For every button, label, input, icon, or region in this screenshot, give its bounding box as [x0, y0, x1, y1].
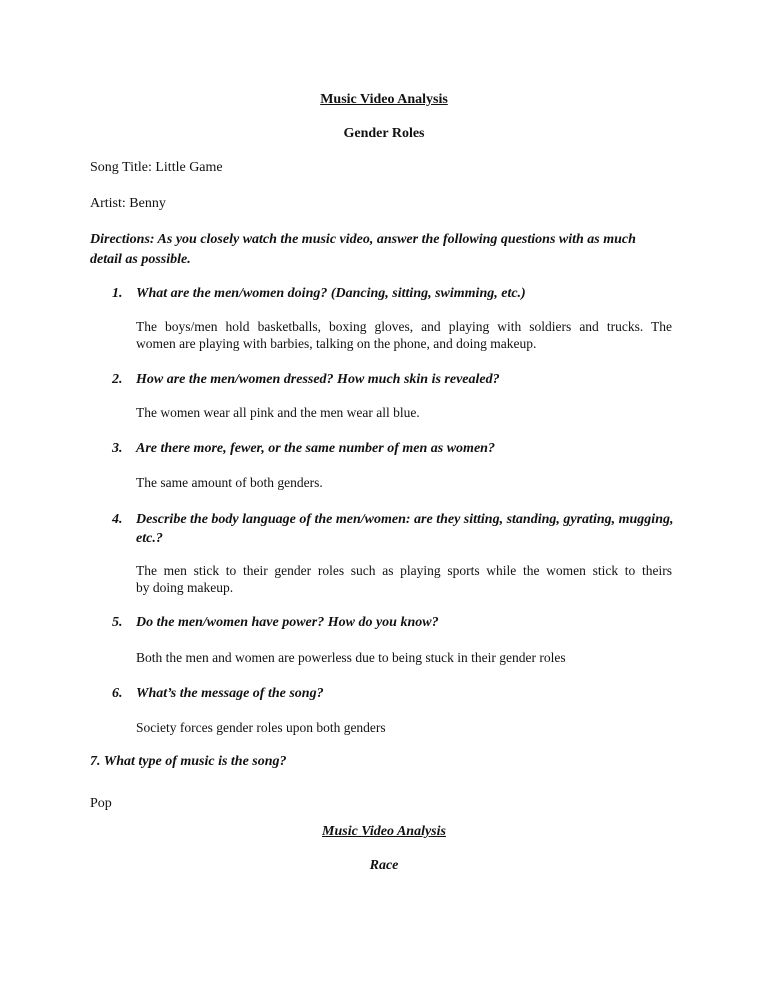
answer-line: Both the men and women are powerless due to being stuck in their gender roles [136, 650, 566, 665]
answer-line: by doing makeup. [136, 580, 234, 595]
question-number: 1. [112, 286, 123, 301]
section-subtitle: Race [369, 858, 399, 873]
answer-4 [136, 562, 676, 596]
question-number: 5. [112, 615, 123, 630]
section-title: Music Video Analysis [322, 824, 446, 839]
question-3 [112, 439, 676, 458]
question-text: Describe the body language of the men/women: are they sitting, standing, gyrating, mugging, etc.? [136, 512, 674, 546]
artist-line: Artist: Benny [90, 196, 166, 211]
question-text: Do the men/women have power? How do you know? [136, 615, 439, 630]
directions-text: Directions: As you closely watch the music video, answer the following questions with as much detail as possible. [90, 232, 636, 267]
answer-line: The men stick to their gender roles such as playing sports while the women stick to theirs [136, 563, 672, 578]
answer-6 [136, 719, 676, 736]
answer-line: The boys/men hold basketballs, boxing gloves, and playing with soldiers and trucks. The [136, 319, 672, 334]
answer-2 [136, 404, 676, 421]
question-1 [112, 284, 676, 303]
page-title: Music Video Analysis [320, 92, 448, 107]
answer-7: Pop [90, 796, 112, 811]
question-4 [112, 510, 676, 548]
question-text: What’s the message of the song? [136, 686, 324, 701]
question-5 [112, 613, 676, 632]
answer-line: women are playing with barbies, talking on the phone, and doing makeup. [136, 336, 537, 351]
question-number: 4. [112, 512, 123, 527]
answer-line: The women wear all pink and the men wear all blue. [136, 405, 420, 420]
question-number: 2. [112, 372, 123, 387]
question-2 [112, 370, 676, 389]
song-title-line: Song Title: Little Game [90, 160, 223, 175]
answer-3 [136, 474, 676, 491]
question-text: Are there more, fewer, or the same number of men as women? [136, 441, 495, 456]
question-number: 3. [112, 441, 123, 456]
answer-line: The same amount of both genders. [136, 475, 323, 490]
answer-line: Society forces gender roles upon both genders [136, 720, 386, 735]
answer-5 [136, 649, 676, 666]
question-text: How are the men/women dressed? How much skin is revealed? [136, 372, 500, 387]
question-text: What are the men/women doing? (Dancing, sitting, swimming, etc.) [136, 286, 526, 301]
question-number: 6. [112, 686, 123, 701]
question-7: 7. What type of music is the song? [90, 754, 287, 769]
question-6 [112, 684, 676, 703]
section-subtitle: Gender Roles [343, 126, 425, 141]
answer-1 [136, 318, 676, 352]
